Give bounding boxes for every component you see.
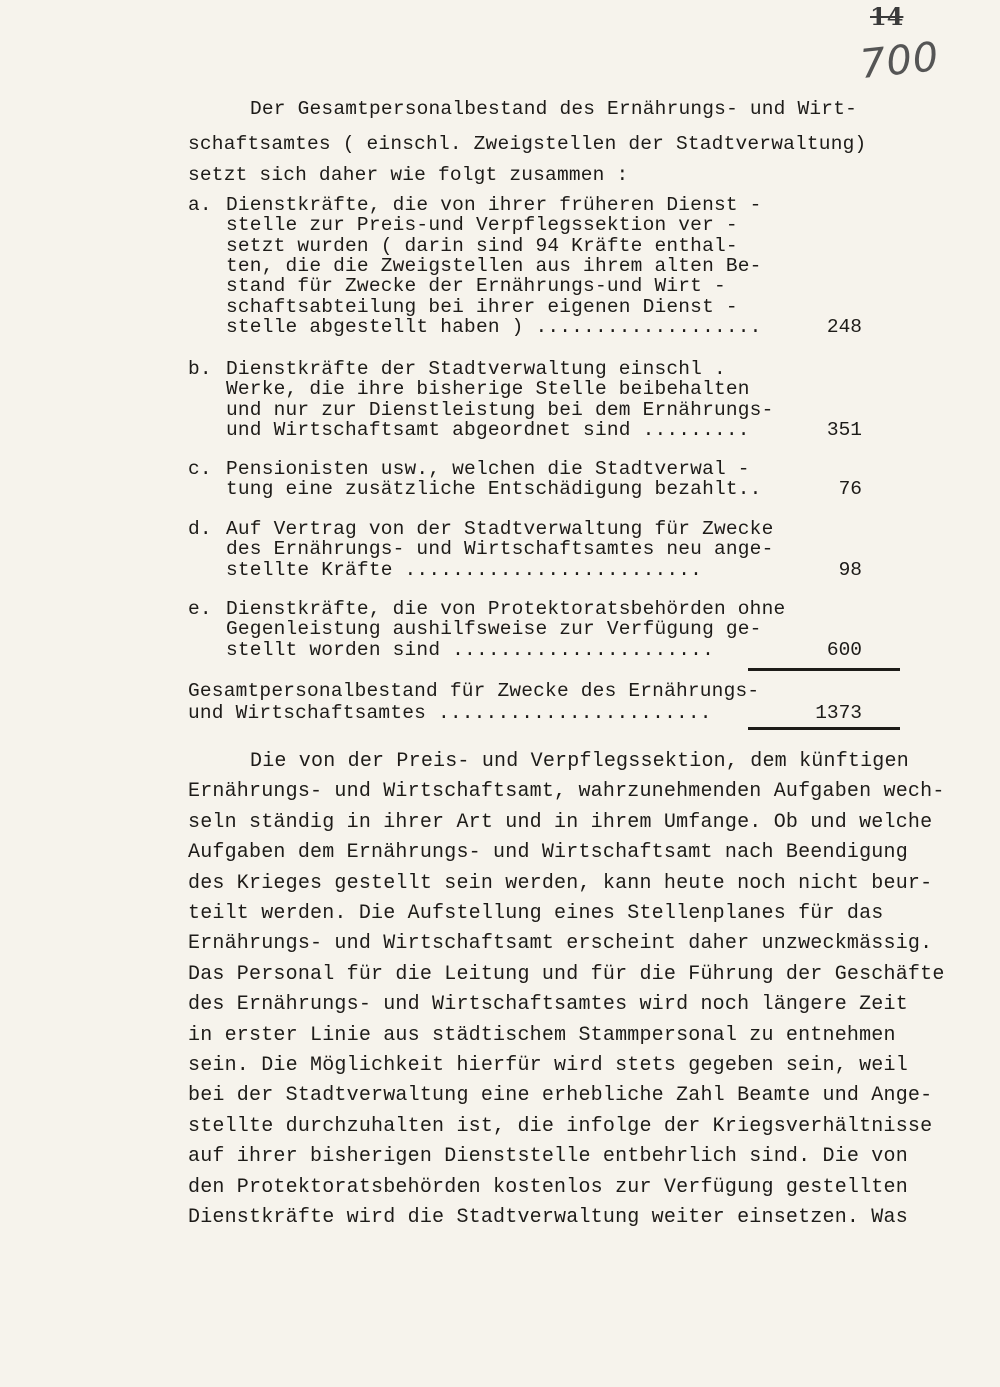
body-line: seln ständig in ihrer Art und in ihrem Umfange. Ob und welche: [188, 810, 933, 834]
item-line: Dienstkräfte, die von ihrer früheren Dienst -: [226, 194, 762, 216]
body-line: auf ihrer bisherigen Dienststelle entbehrlich sind. Die von: [188, 1145, 908, 1169]
item-value: 248: [826, 315, 862, 338]
item-line: Dienstkräfte der Stadtverwaltung einschl .: [226, 358, 726, 380]
item-line: schaftsabteilung bei ihrer eigenen Dienst -: [226, 295, 738, 318]
total-line: Gesamtpersonalbestand für Zwecke des Ernährungs-: [188, 680, 760, 702]
intro-line: Der Gesamtpersonalbestand des Ernährungs- und Wirt-: [250, 98, 857, 120]
item-line: stand für Zwecke der Ernährungs-und Wirt -: [226, 275, 726, 298]
item-line: ten, die die Zweigstellen aus ihrem alten Be-: [226, 254, 762, 277]
item-line: Pensionisten usw., welchen die Stadtverwal -: [226, 458, 750, 480]
item-line: des Ernährungs- und Wirtschaftsamtes neu ange-: [226, 538, 774, 561]
body-line: teilt werden. Die Aufstellung eines Stellenplanes für das: [188, 902, 884, 925]
total-value: 1373: [815, 702, 862, 724]
item-line: Gegenleistung aushilfsweise zur Verfügung ge-: [226, 618, 762, 641]
intro-line: schaftsamtes ( einschl. Zweigstellen der Stadtverwaltung): [188, 133, 867, 155]
item-label: e.: [188, 598, 212, 620]
body-line: den Protektoratsbehörden kostenlos zur Verfügung gestellten: [188, 1175, 908, 1199]
item-line: Auf Vertrag von der Stadtverwaltung für Zwecke: [226, 518, 774, 540]
handwritten-folio: 700: [857, 33, 942, 89]
item-line: stelle abgestellt haben ) ...................: [226, 315, 762, 338]
body-line: des Krieges gestellt sein werden, kann heute noch nicht beur-: [188, 871, 933, 895]
body-line: Dienstkräfte wird die Stadtverwaltung weiter einsetzen. Was: [188, 1206, 908, 1229]
body-line: Die von der Preis- und Verpflegssektion, dem künftigen: [250, 750, 909, 773]
item-value: 98: [838, 558, 862, 581]
item-line: stellte Kräfte .........................: [226, 558, 703, 581]
item-value: 76: [838, 478, 862, 501]
item-line: Werke, die ihre bisherige Stelle beibehalten: [226, 378, 750, 401]
item-line: Dienstkräfte, die von Protektoratsbehörden ohne: [226, 598, 786, 620]
item-value: 600: [826, 638, 862, 661]
item-label: b.: [188, 358, 212, 380]
item-line: stellt worden sind ......................: [226, 638, 714, 661]
item-line: tung eine zusätzliche Entschädigung bezahlt..: [226, 478, 762, 501]
body-line: stellte durchzuhalten ist, die infolge der Kriegsverhältnisse: [188, 1114, 933, 1138]
item-label: c.: [188, 458, 212, 480]
body-line: in erster Linie aus städtischem Stammpersonal zu entnehmen: [188, 1023, 896, 1047]
body-line: Ernährungs- und Wirtschaftsamt, wahrzunehmenden Aufgaben wech-: [188, 780, 945, 804]
item-line: setzt wurden ( darin sind 94 Kräfte enthal-: [226, 234, 738, 257]
sum-rule-bottom: [748, 727, 900, 730]
body-line: sein. Die Möglichkeit hierfür wird stets gegeben sein, weil: [188, 1054, 908, 1077]
page-number: 14: [870, 2, 904, 31]
total-line: und Wirtschaftsamtes .......................: [188, 702, 712, 724]
body-line: Ernährungs- und Wirtschaftsamt erscheint daher unzweckmässig.: [188, 932, 933, 956]
body-line: Aufgaben dem Ernährungs- und Wirtschaftsamt nach Beendigung: [188, 841, 908, 865]
intro-line: setzt sich daher wie folgt zusammen :: [188, 164, 629, 186]
item-label: a.: [188, 194, 212, 216]
item-value: 351: [826, 418, 862, 441]
body-line: des Ernährungs- und Wirtschaftsamtes wird noch längere Zeit: [188, 993, 908, 1017]
item-line: stelle zur Preis-und Verpflegssektion ver -: [226, 214, 738, 237]
item-line: und Wirtschaftsamt abgeordnet sind .........: [226, 418, 750, 441]
item-label: d.: [188, 518, 212, 540]
body-line: bei der Stadtverwaltung eine erhebliche Zahl Beamte und Ange-: [188, 1084, 933, 1108]
body-line: Das Personal für die Leitung und für die Führung der Geschäfte: [188, 962, 945, 986]
sum-rule-top: [748, 668, 900, 671]
item-line: und nur zur Dienstleistung bei dem Ernährungs-: [226, 398, 774, 421]
